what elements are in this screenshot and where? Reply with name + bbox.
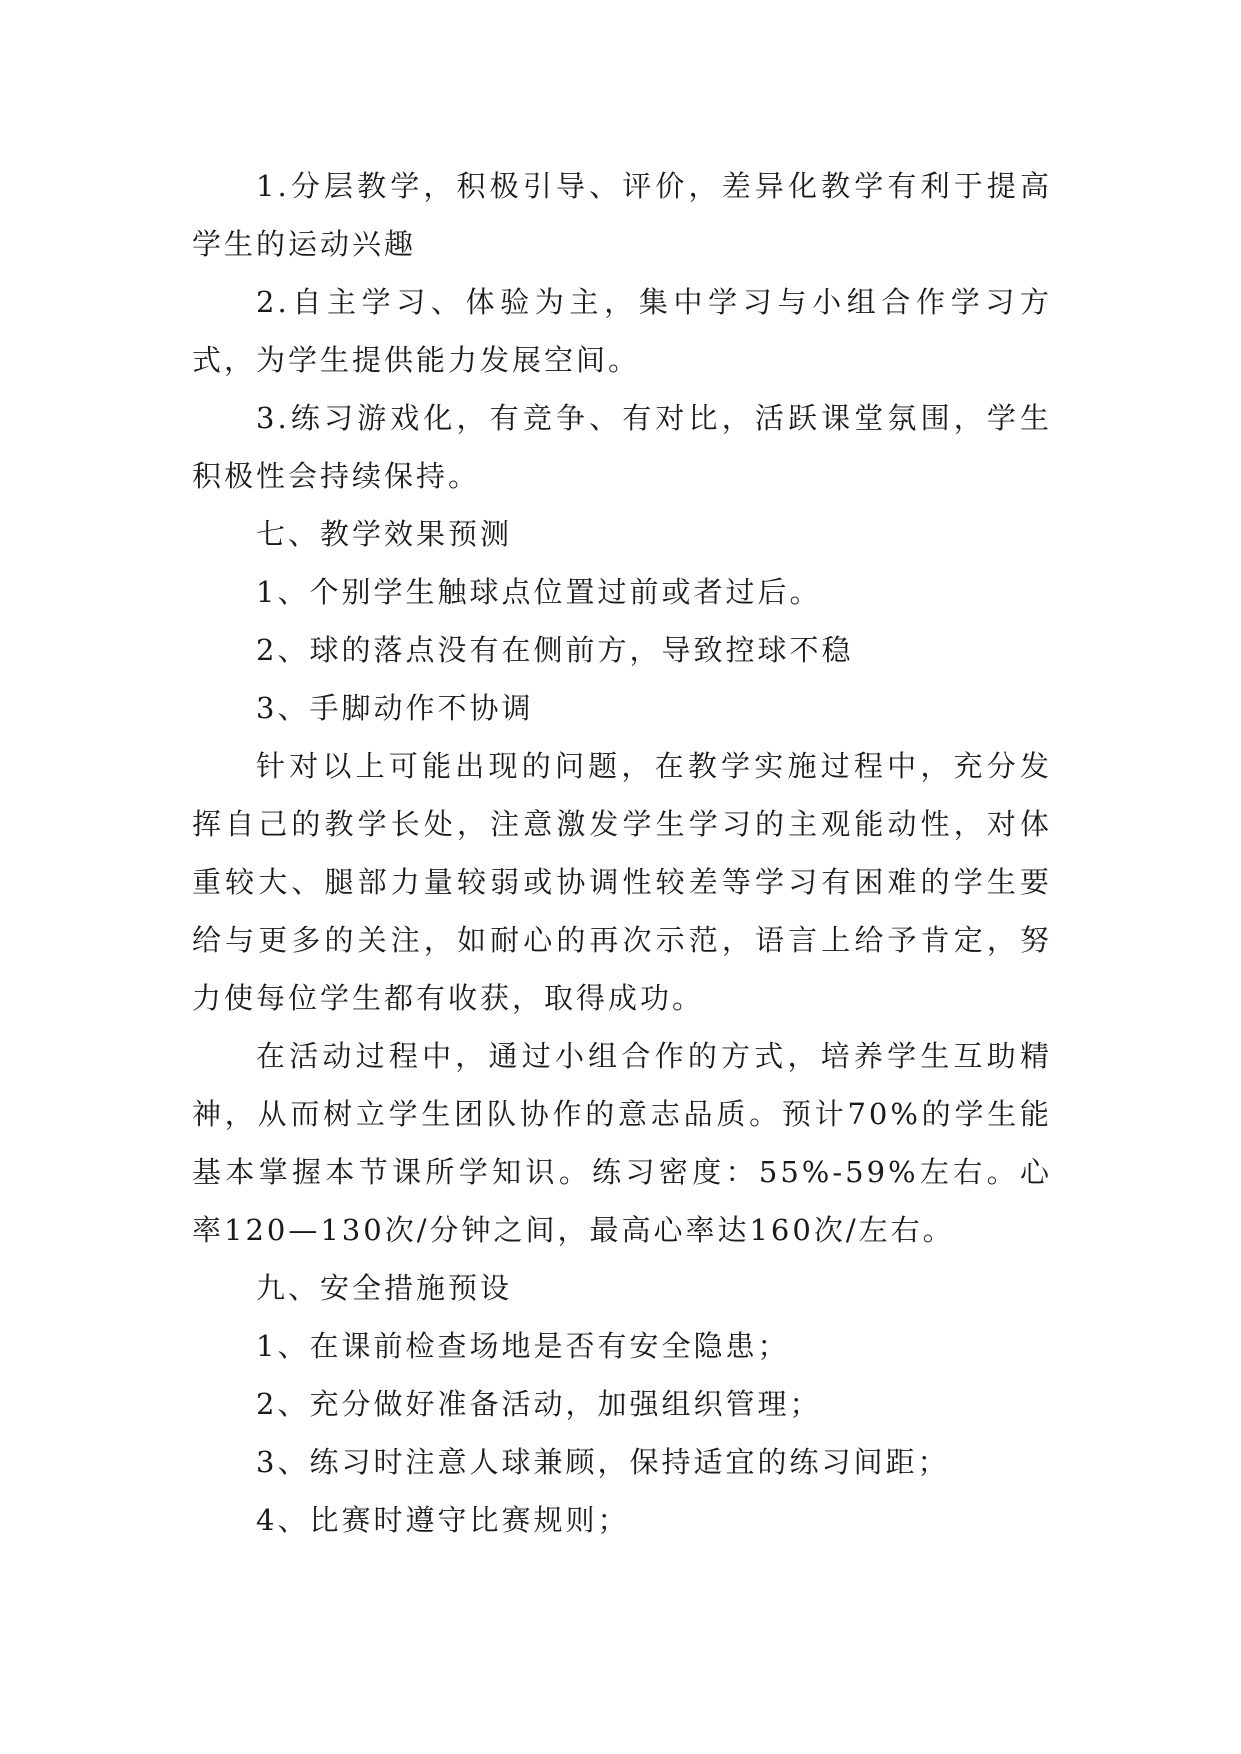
paragraph-teaching-method-1: 1.分层教学，积极引导、评价，差异化教学有利于提高学生的运动兴趣 <box>192 169 1052 261</box>
section-heading-safety-measures: 九、安全措施预设 <box>256 1271 513 1305</box>
document-body <box>192 157 1052 1549</box>
paragraph-prediction-3: 3、手脚动作不协调 <box>256 691 534 725</box>
paragraph-activity-process: 在活动过程中，通过小组合作的方式，培养学生互助精神，从而树立学生团队协作的意志品质。预计70%的学生能基本掌握本节课所学知识。练习密度：55%-59%左右。心率120—130次/分钟之间，最高心率达160次/左右。 <box>192 1039 1052 1247</box>
paragraph-teaching-method-2: 2.自主学习、体验为主，集中学习与小组合作学习方式，为学生提供能力发展空间。 <box>192 285 1052 377</box>
paragraph-prediction-2: 2、球的落点没有在侧前方，导致控球不稳 <box>256 633 854 667</box>
paragraph-safety-3: 3、练习时注意人球兼顾，保持适宜的练习间距； <box>256 1445 950 1479</box>
paragraph-prediction-1: 1、个别学生触球点位置过前或者过后。 <box>256 575 822 609</box>
section-heading-effect-prediction: 七、教学效果预测 <box>256 517 513 551</box>
paragraph-safety-1: 1、在课前检查场地是否有安全隐患； <box>256 1329 790 1363</box>
paragraph-teaching-method-3: 3.练习游戏化，有竞争、有对比，活跃课堂氛围，学生积极性会持续保持。 <box>192 401 1052 493</box>
paragraph-safety-2: 2、充分做好准备活动，加强组织管理； <box>256 1387 822 1421</box>
paragraph-problem-response: 针对以上可能出现的问题，在教学实施过程中，充分发挥自己的教学长处，注意激发学生学习的主观能动性，对体重较大、腿部力量较弱或协调性较差等学习有困难的学生要给与更多的关注，如耐心的再次示范，语言上给予肯定，努力使每位学生都有收获，取得成功。 <box>192 749 1052 1015</box>
paragraph-safety-4: 4、比赛时遵守比赛规则； <box>256 1503 630 1537</box>
